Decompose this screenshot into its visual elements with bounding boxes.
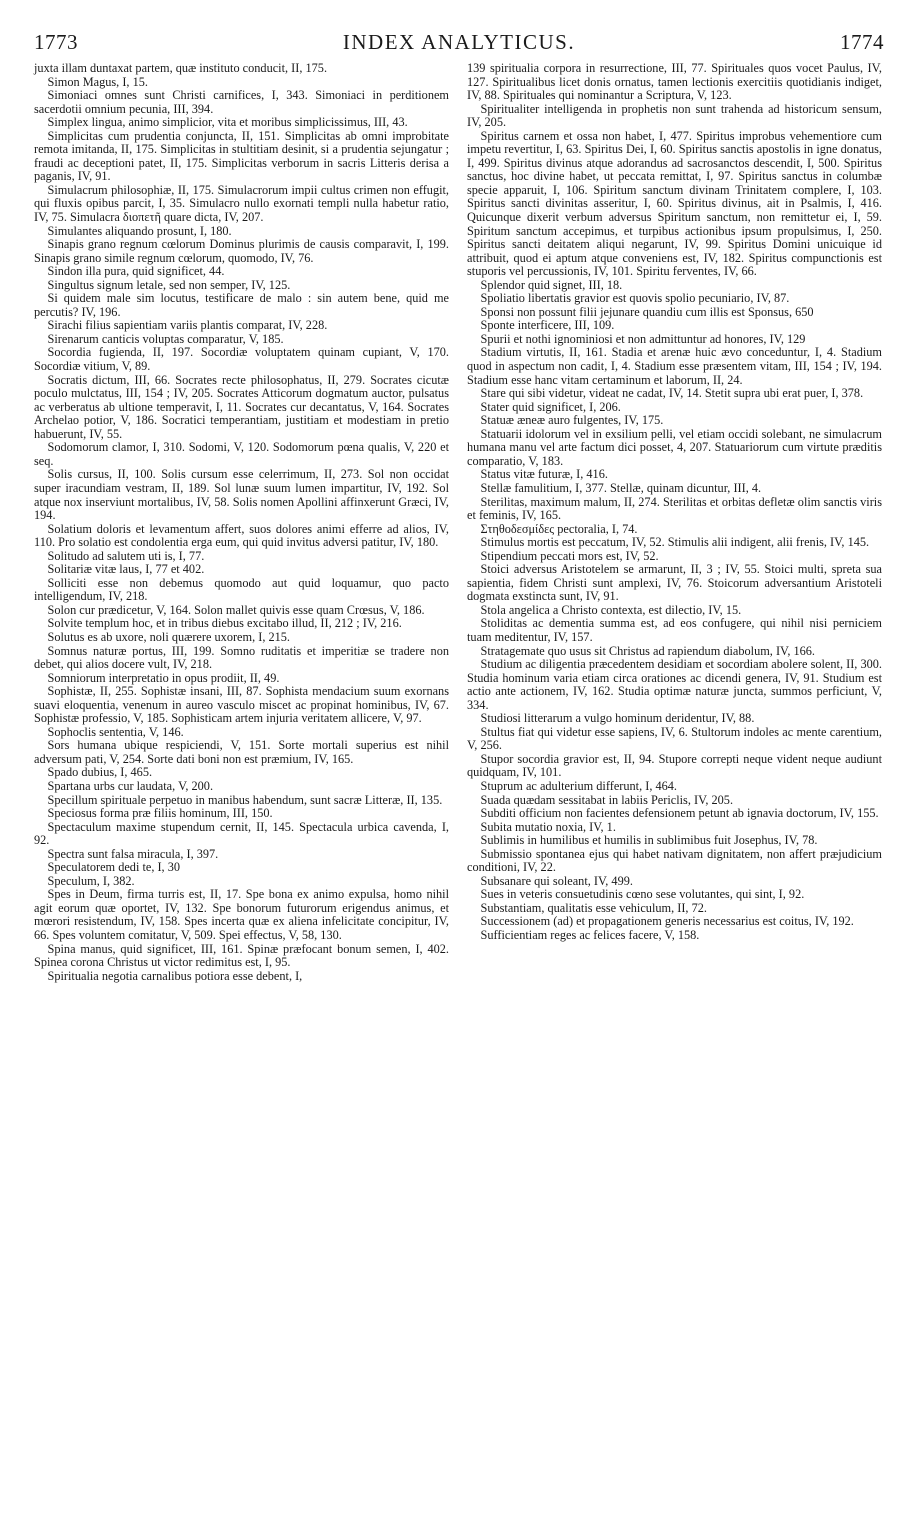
index-entry: Suada quædam sessitabat in labiis Periclis, IV, 205. (480, 792, 734, 807)
index-entry: Stoici adversus Aristotelem se armarunt, II, 3 ; IV, 55. Stoici multi, spreta sua sapientia, fidem Christi sunt amplexi, IV, 76. Stoicorum adversantium Aristoteli dogmata exstincta sunt, IV, 91. (467, 562, 882, 604)
index-entry: Subita mutatio noxia, IV, 1. (480, 819, 616, 834)
index-entry: Sophistæ, II, 255. Sophistæ insani, III, 87. Sophista mendacium suum exornans suavi eloquentia, venenum in aureo vasculo miscet ac propinat hominibus, IV, 67. Sophistæ professio, V, 185. Sophisticam artem injuria veritatem allicere, V, 97. (34, 684, 449, 726)
index-entry: Στηθοδεσμίδες pectoralia, I, 74. (480, 521, 638, 536)
index-entry: Stola angelica a Christo contexta, est dilectio, IV, 15. (480, 602, 742, 617)
index-entry: Sufficientiam reges ac felices facere, V, 158. (480, 928, 700, 942)
index-entry: Sues in veteris consuetudinis cœno sese volutantes, qui sint, I, 92. (480, 887, 805, 902)
index-entry: Sterilitas, maximum malum, II, 274. Sterilitas et orbitas defletæ olim sanctis viris et feminis, IV, 165. (467, 494, 882, 523)
index-entry: Simoniaci omnes sunt Christi carnifices, I, 343. Simoniaci in perditionem sacerdotii omnium pecunia, III, 394. (34, 88, 449, 116)
page-number-left: 1773 (34, 30, 78, 54)
index-entry: Statuæ æneæ auro fulgentes, IV, 175. (480, 413, 664, 428)
index-entry: Stellæ famulitium, I, 377. Stellæ, quinam dicuntur, III, 4. (480, 480, 762, 495)
index-entry: Sponte interficere, III, 109. (480, 318, 615, 333)
index-entry: Spurii et nothi ignominiosi et non admittuntur ad honores, IV, 129 (480, 331, 806, 346)
index-entry: Sindon illa pura, quid significet, 44. (47, 264, 225, 279)
index-entry: Simulantes aliquando prosunt, I, 180. (47, 223, 232, 238)
right-column (467, 62, 882, 943)
index-entry: Studiosi litterarum a vulgo hominum deridentur, IV, 88. (480, 711, 755, 726)
index-entry: Sinapis grano regnum cœlorum Dominus plurimis de causis comparavit, I, 199. Sinapis grano simile regnum cœlorum, quomodo, IV, 76. (34, 237, 449, 265)
index-entry: Sublimis in humilibus et humilis in sublimibus fuit Josephus, IV, 78. (480, 833, 818, 848)
index-entry: Simplicitas cum prudentia conjuncta, II, 151. Simplicitas ab omni improbitate remota imitanda, II, 175. Simplicitas in stultitiam desinit, si a prudentia sejungatur ; fraudi ac deceptioni patet, II, 175. Simplicitas verborum in sacris Litteris derisa a paganis, IV, 91. (34, 128, 449, 184)
index-entry: Specillum spirituale perpetuo in manibus habendum, sunt sacræ Litteræ, II, 135. (47, 792, 443, 807)
index-entry: Sophoclis sententia, V, 146. (47, 724, 184, 739)
index-entry: Spiritus carnem et ossa non habet, I, 477. Spiritus improbus vehementiore cum impetu revertitur, I, 63. Spiritus Dei, I, 60. Spiritus sanctis apostolis in igne donatus, I, 499. Spiritus divinus atque adorandus ad sacrosanctos descendit, I, 500. Spiritus sanctus, hoc divine habet, ut peccata remittat, I, 97. Spiritus sanctus in columbæ specie apparuit, I, 106. Spiritum sanctum divinam Trinitatem complere, I, 103. Spiritus sancti divinitas asseritur, I, 60. Spiritus divinus, ait in Psalmis, I, 416. Quicunque dixerit verbum adversus Spiritum sanctum, non remittetur ei, I, 59. Spiritum sanctum accepimus, et turpibus actionibus ipsum propulsimus, I, 250. Spiritus sancti deitatem aliqui negarunt, IV, 99. Spiritus Domini unicuique id attribuit, quod ei aptum atque conveniens est, IV, 182. Spiritus compunctionis est stuporis vel percussionis, IV, 101. Spiritu ferventes, IV, 66. (467, 128, 882, 279)
index-entry: Solvite templum hoc, et in tribus diebus excitabo illud, II, 212 ; IV, 216. (47, 616, 402, 631)
index-entry: Solon cur prædicetur, V, 164. Solon mallet quivis esse quam Crœsus, V, 186. (47, 602, 425, 617)
index-entry: 139 spiritualia corpora in resurrectione, III, 77. Spirituales quos vocet Paulus, IV, 127. Spiritualibus licet donis ornatus, tamen lectionis exercitiis quotidianis indiget, IV, 88. Spirituales qui nominantur a Scriptura, V, 123. (467, 61, 882, 103)
index-entry: Solatium doloris et levamentum affert, suos dolores animi efferre ad alios, IV, 110. Pro solatio est condolentia erga eum, qui quid invitus adversi patitur, IV, 180. (34, 521, 449, 550)
index-entry: Speculatorem dedi te, I, 30 (47, 860, 181, 875)
page-header (34, 30, 884, 56)
index-entry: Sirenarum canticis voluptas comparatur, V, 185. (47, 331, 284, 346)
index-entry: Spes in Deum, firma turris est, II, 17. Spe bona ex animo expulsa, homo nihil agit eorum quæ oportet, IV, 132. Spe bonorum futurorum erigendus animus, et mœrori resistendum, IV, 158. Spes incerta quæ ex aliena infelicitate concipitur, IV, 66. Spes voluntem comitatur, V, 509. Spei effectus, V, 58, 130. (34, 887, 449, 942)
index-entry: Simplex lingua, animo simplicior, vita et moribus simplicissimus, III, 43. (47, 115, 408, 130)
index-entry: Substantiam, qualitatis esse vehiculum, II, 72. (480, 900, 707, 915)
index-entry: Spiritualia negotia carnalibus potiora esse debent, I, (47, 968, 303, 983)
index-entry: Stoliditas ac dementia summa est, ad eos confugere, qui nihil nisi perniciem tuam meditentur, IV, 157. (467, 616, 882, 644)
index-entry: Statuarii idolorum vel in exsilium pelli, vel etiam occidi solebant, ne simulacrum humana manu vel arte factum dici posset, 4, 207. Statuariorum cum virtute præditis comparatio, V, 183. (467, 426, 882, 468)
index-entry: juxta illam duntaxat partem, quæ instituto conducit, II, 175. (34, 61, 328, 75)
index-entry: Sirachi filius sapientiam variis plantis comparat, IV, 228. (47, 318, 328, 333)
index-entry: Spectra sunt falsa miracula, I, 397. (47, 846, 219, 861)
index-entry: Submissio spontanea ejus qui habet nativam dignitatem, non affert præjudicium conditioni, IV, 22. (467, 846, 882, 875)
left-column (34, 62, 449, 983)
index-entry: Somnus naturæ portus, III, 199. Somno ruditatis et imperitiæ se tradere non debet, qui alios docere vult, IV, 218. (34, 643, 449, 672)
index-entry: Speculum, I, 382. (47, 873, 135, 888)
index-entry: Spartana urbs cur laudata, V, 200. (47, 778, 214, 793)
index-entry: Solitariæ vitæ laus, I, 77 et 402. (47, 562, 205, 577)
running-title: INDEX ANALYTICUS. (342, 30, 576, 54)
index-entry: Socratis dictum, III, 66. Socrates recte philosophatus, II, 279. Socrates cicutæ poculo mulctatus, III, 154 ; IV, 205. Socrates Atticorum dogmatum auctor, pulsatus ac verberatus ab ultione temperavit, I, 11. Socrates cur decantatus, V, 164. Socrates Archelao potior, V, 186. Socratici temperantiam, justitiam et modestiam in pretio habuerunt, IV, 55. (34, 372, 449, 441)
index-entry: Stultus fiat qui videtur esse sapiens, IV, 6. Stultorum indoles ac mente carentium, V, 256. (467, 724, 882, 753)
index-entry: Studium ac diligentia præcedentem desidiam et socordiam abolere solent, II, 300. Studia hominum varia etiam circa orationes ac dicendi genera, IV, 91. Studium est actio ante actionem, IV, 162. Studia optimæ naturæ juncta, summos perficiunt, V, 334. (467, 657, 882, 712)
index-entry: Spectaculum maxime stupendum cernit, II, 145. Spectacula urbica cavenda, I, 92. (34, 819, 449, 848)
index-entry: Status vitæ futuræ, I, 416. (480, 467, 608, 482)
index-entry: Simulacrum philosophiæ, II, 175. Simulacrorum impii cultus crimen non effugit, qui fluxis opibus parcit, I, 35. Simulacro nullo exornati templi nulla habetur ratio, IV, 75. Simulacra διοπετῆ quare dicta, IV, 207. (34, 182, 449, 225)
index-entry: Spoliatio libertatis gravior est quovis spolio pecuniario, IV, 87. (480, 291, 790, 306)
index-entry: Stimulus mortis est peccatum, IV, 52. Stimulis alii indigent, alii frenis, IV, 145. (480, 535, 870, 550)
index-entry: Subsanare qui soleant, IV, 499. (480, 873, 633, 888)
index-entry: Somniorum interpretatio in opus prodiit, II, 49. (47, 670, 280, 685)
index-entry: Spiritualiter intelligenda in prophetis non sunt trahenda ad historicum sensum, IV, 205. (467, 101, 882, 130)
index-entry: Sors humana ubique respiciendi, V, 151. Sorte mortali superius est nihil adversum pati, V, 254. Sorte dati boni non est præmium, IV, 165. (34, 738, 449, 766)
index-entry: Solliciti esse non debemus quomodo aut quid loquamur, quo pacto intelligendum, IV, 218. (34, 575, 449, 604)
index-entry: Splendor quid signet, III, 18. (480, 277, 623, 292)
index-entry: Sponsi non possunt filii jejunare quandiu cum illis est Sponsus, 650 (480, 304, 814, 319)
index-entry: Socordia fugienda, II, 197. Socordiæ voluptatem quinam cupiant, V, 170. Socordiæ vitium, V, 89. (34, 345, 449, 374)
index-entry: Subditi officium non facientes defensionem petunt ab ignavia doctorum, IV, 155. (480, 806, 879, 821)
page-number-right: 1774 (840, 30, 884, 54)
index-entry: Singultus signum letale, sed non semper, IV, 125. (47, 277, 291, 292)
index-entry: Stratagemate quo usus sit Christus ad rapiendum diabolum, IV, 166. (480, 643, 815, 658)
index-entry: Simon Magus, I, 15. (47, 74, 148, 89)
index-entry: Successionem (ad) et propagationem generis necessarius est coitus, IV, 192. (480, 914, 854, 929)
index-entry: Stadium virtutis, II, 161. Stadia et arenæ huic ævo conceduntur, I, 4. Stadium quod in aspectum non cadit, I, 4. Stadium esse præsentem vitam, III, 154 ; IV, 194. Stadium esse hanc vitam certaminum et laborum, II, 24. (467, 345, 882, 387)
index-entry: Spina manus, quid significet, III, 161. Spinæ præfocant bonum semen, I, 402. Spinea corona Christus ut victor redimitus est, I, 95. (34, 941, 449, 970)
index-entry: Stipendium peccati mors est, IV, 52. (480, 548, 659, 563)
index-entry: Speciosus forma præ filiis hominum, III, 150. (47, 806, 273, 821)
index-entry: Si quidem male sim locutus, testificare de malo : sin autem bene, quid me percutis? IV, 196. (34, 291, 449, 319)
index-entry: Stuprum ac adulterium differunt, I, 464. (480, 778, 677, 793)
index-entry: Solitudo ad salutem uti is, I, 77. (47, 548, 205, 563)
index-entry: Stater quid significet, I, 206. (480, 399, 621, 414)
index-entry: Spado dubius, I, 465. (47, 765, 153, 780)
index-entry: Sodomorum clamor, I, 310. Sodomi, V, 120. Sodomorum pœna qualis, V, 220 et seq. (34, 440, 449, 468)
index-entry: Stupor socordia gravior est, II, 94. Stupore correpti neque vident neque audiunt quidquam, IV, 101. (467, 751, 882, 780)
index-entry: Solutus es ab uxore, noli quærere uxorem, I, 215. (47, 629, 290, 644)
index-entry: Stare qui sibi videtur, videat ne cadat, IV, 14. Stetit supra ubi erat puer, I, 378. (480, 386, 864, 401)
index-entry: Solis cursus, II, 100. Solis cursum esse celerrimum, II, 273. Sol non occidat super iracundiam vestram, II, 189. Sol lunæ suum lumen impartitur, IV, 192. Sol atque nox inserviunt mortalibus, IV, 58. Solis nomen Apollini affinxerunt Græci, IV, 194. (34, 467, 449, 523)
